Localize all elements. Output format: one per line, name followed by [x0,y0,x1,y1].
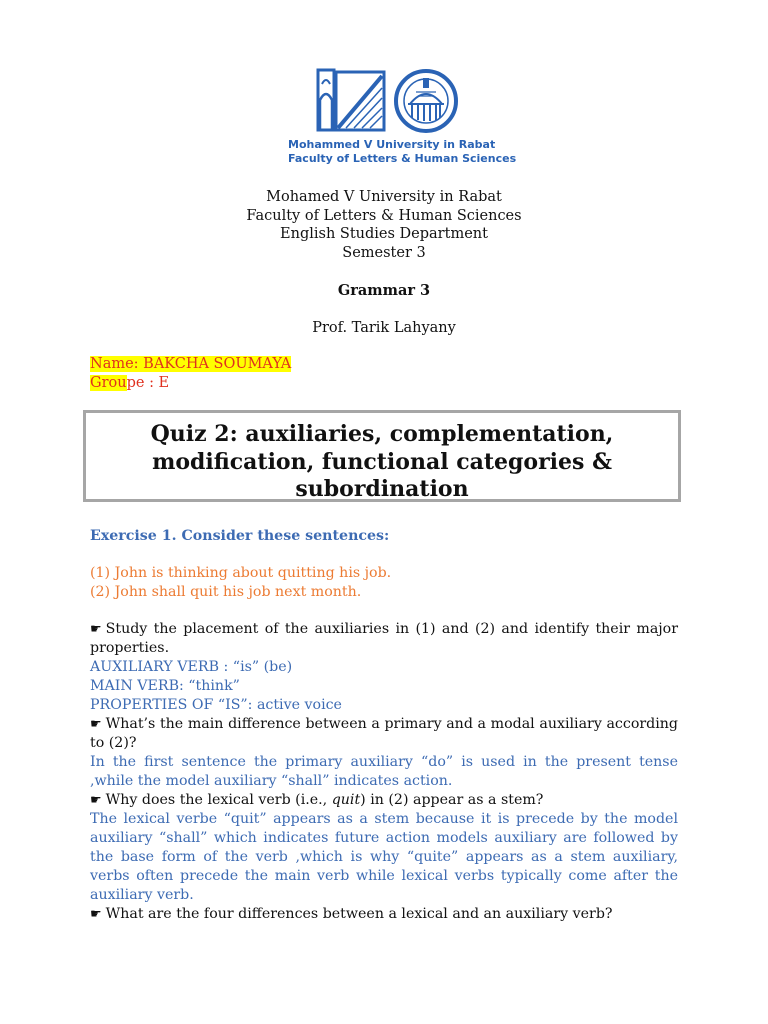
department-name: English Studies Department [280,226,488,242]
question-3: ☛ Why does the lexical verb (i.e., quit) in (2) appear as a stem? [90,792,544,808]
logo-text-university: Mohammed V University in Rabat [288,138,496,151]
exercise-heading: Exercise 1. Consider these sentences: [90,528,390,544]
university-name: Mohamed V University in Rabat [266,189,502,205]
question-1: ☛ Study the placement of the auxiliaries in (1) and (2) and identify their major properties. [90,621,678,656]
sentence-2: (2) John shall quit his job next month. [90,584,362,600]
pointing-hand-icon: ☛ [90,793,102,808]
questions-and-answers [90,620,678,924]
example-sentences [90,564,678,602]
professor-name: Prof. Tarik Lahyany [312,320,456,336]
semester: Semester 3 [342,244,426,261]
university-logo [288,66,517,166]
course-title: Grammar 3 [337,282,431,299]
student-group: Groupe : E [90,375,170,391]
quiz-title-box [83,410,681,502]
answer-1b: MAIN VERB: “think” [90,678,240,694]
answer-3: The lexical verbe “quit” appears as a stem because it is precede by the model auxiliary “shall” which indicates future action models auxiliary are followed by the base form of the verb ,which is why “quite” appears as a stem auxiliary, verbs often precede the main verb while lexical verbs typically come after the auxiliary verb. [90,811,678,903]
logo-text-faculty: Faculty of Letters & Human Sciences [288,152,517,165]
student-info [90,355,291,393]
pointing-hand-icon: ☛ [90,717,102,732]
question-4: ☛ What are the four differences between a lexical and an auxiliary verb? [90,906,613,922]
faculty-name: Faculty of Letters & Human Sciences [246,207,522,224]
answer-1c: PROPERTIES OF “IS”: active voice [90,697,342,713]
question-2: ☛ What’s the main difference between a primary and a modal auxiliary according to (2)? [90,716,678,751]
institution-header [0,188,768,262]
student-name: Name: BAKCHA SOUMAYA [90,356,292,372]
answer-1a: AUXILIARY VERB : “is” (be) [90,659,293,675]
quiz-title: Quiz 2: auxiliaries, complementation, modification, functional categories & subordination [150,421,614,502]
pointing-hand-icon: ☛ [90,622,102,637]
sentence-1: (1) John is thinking about quitting his job. [90,565,392,581]
pointing-hand-icon: ☛ [90,907,102,922]
logo-emblem-icon [288,66,480,136]
answer-2: In the first sentence the primary auxiliary “do” is used in the present tense ,while the model auxiliary “shall” indicates action. [90,754,678,789]
